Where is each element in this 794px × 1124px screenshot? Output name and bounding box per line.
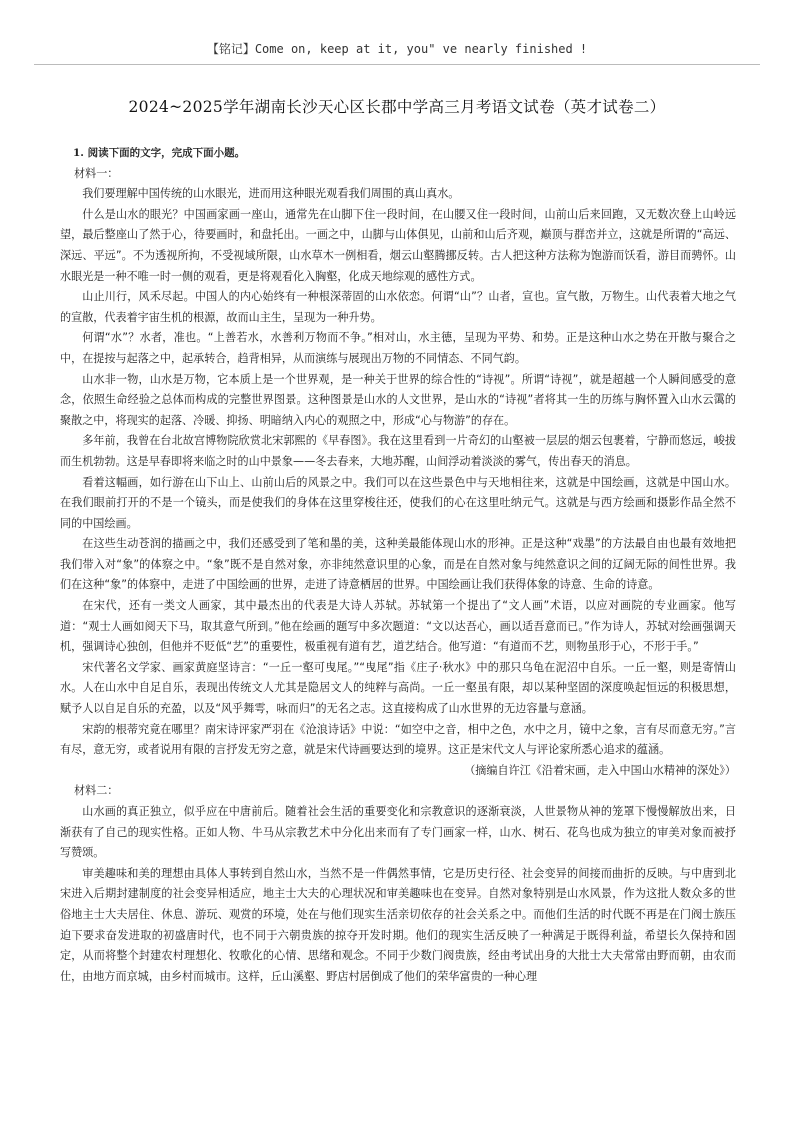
page-banner: 【铭记】Come on, keep at it, you" ve nearly finished ! <box>206 42 588 56</box>
material-1-paragraph: 在宋代，还有一类文人画家，其中最杰出的代表是大诗人苏轼。苏轼第一个提出了“文人画”术语，以应对画院的专业画家。他写道：“观士人画如阅天下马，取其意气所到。”他在绘画的题写中多次题道：“文以达吾心，画以适吾意而已。”作为诗人，苏轼对绘画强调天机，强调诗心独创，但他并不贬低“艺”的重要性，极重视有道有艺，道艺结合。他写道：“有道而不艺，则物虽形于心，不形于手。” <box>60 599 736 654</box>
material-1-paragraph: 多年前，我曾在台北故宫博物院欣赏北宋郭熙的《早春图》。我在这里看到一片奇幻的山壑被一层层的烟云包裹着，宁静而悠远，峻拔而生机勃勃。这是早春即将来临之时的山中景象——冬去春来，大地苏醒，山间浮动着淡淡的雾气，传出春天的消息。 <box>60 434 736 468</box>
material-1-paragraph: 什么是山水的眼光？中国画家画一座山，通常先在山脚下住一段时间，在山腰又住一段时间，山前山后来回跑，又无数次登上山岭远望，最后整座山了然于心，待要画时，和盘托出。一画之中，山脚与山体俱见，山前和山后齐观，巅顶与群峦并立，这就是所谓的“高远、深远、平远”。不为透视所拘，不受视域所限，山水草木一例相看，烟云山壑腾挪反转。古人把这种方法称为饱游而饫看，游目而骋怀。山水眼光是一种不唯一时一侧的观看，更是将观看化入胸壑，化成天地综观的感性方式。 <box>60 207 736 283</box>
header-divider <box>34 64 760 65</box>
material-1-paragraph: 何谓“水”？水者，准也。“上善若水，水善利万物而不争。”相对山，水主德，呈现为平势、和势。正是这种山水之势在开散与聚合之中，在提按与起落之中，起承转合，趋背相异，从而演练与展现出万物的不同情态、不同气韵。 <box>60 331 736 365</box>
material-1-paragraph: 宋韵的根蒂究竟在哪里？南宋诗评家严羽在《沧浪诗话》中说：“如空中之音，相中之色，水中之月，镜中之象，言有尽而意无穷。”言有尽，意无穷，或者说用有限的言抒发无穷之意，就是宋代诗画要达到的境界。这正是宋代文人与评论家所悉心追求的蕴涵。 <box>60 722 736 757</box>
material-1-paragraph: 我们要理解中国传统的山水眼光，进而用这种眼光观看我们周围的真山真水。 <box>82 187 460 201</box>
material-1-paragraph: 山止川行，风禾尽起。中国人的内心始终有一种根深蒂固的山水依恋。何谓“山”？山者，宣也。宣气散，万物生。山代表着大地之气的宣散，代表着宇宙生机的根源，故而山主生，呈现为一种升势。 <box>60 290 736 324</box>
material-1-paragraph: 看着这幅画，如行游在山下山上、山前山后的风景之中。我们可以在这些景色中与天地相往来，这就是中国绘画，这就是中国山水。在我们眼前打开的不是一个镜头，而是使我们的身体在这里穿梭往还，使我们的心在这里吐纳元气。这就是与西方绘画和摄影作品全然不同的中国绘画。 <box>60 475 736 530</box>
material-1-paragraph: 山水非一物，山水是万物，它本质上是一个世界观，是一种关于世界的综合性的“诗视”。所谓“诗视”，就是超越一个人瞬间感受的意念，依照生命经验之总体而构成的完整世界图景。这种图景是山水的人文世界，是山水的“诗视”者将其一生的历练与胸怀置入山水云霭的聚散之中，将现实的起落、冷暖、抑扬、明暗纳入内心的观照之中，形成“心与物游”的存在。 <box>60 372 736 427</box>
material-2-label: 材料二： <box>74 784 119 798</box>
page-title: 2024~2025学年湖南长沙天心区长郡中学高三月考语文试卷（英才试卷二） <box>128 98 666 116</box>
material-1-label: 材料一： <box>74 166 119 180</box>
material-2-paragraph: 审美趣味和美的理想由具体人事转到自然山水，当然不是一件偶然事情，它是历史行径、社会变异的间接而曲折的反映。与中唐到北宋进入后期封建制度的社会变异相适应，地主士大夫的心理状况和审美趣味也在变异。自然对象特别是山水风景，作为这批人数众多的世俗地主士大夫居住、休息、游玩、观赏的环境，处在与他们现实生活亲切依存的社会关系之中。而他们生活的时代既不再是在门阀士族压迫下要求奋发进取的初盛唐时代，也不同于六朝贵族的掠夺开发时期。他们的现实生活反映了一种满足于既得利益，希望长久保持和固定，从而将整个封建农村理想化、牧歌化的心情、思绪和观念。不同于少数门阀贵族，经由考试出身的大批士大夫常常由野而朝，由农而仕，由地方而京城，由乡村而城市。这样，丘山溪壑、野店村居倒成了他们的荣华富贵的一种心理 <box>60 866 736 983</box>
question-prompt: 1. 阅读下面的文字，完成下面小题。 <box>73 147 246 159</box>
document-body <box>60 143 736 987</box>
material-1-paragraph: 在这些生动苍润的描画之中，我们还感受到了笔和墨的美，这种美最能体现山水的形神。正是这种“戏墨”的方法最自由也最有效地把我们带入对“象”的体察之中。“象”既不是自然对象，亦非纯然意识里的心象，而是在自然对象与纯然意识之间的辽阔无际的间性世界。我们在这种“象”的体察中，走进了中国绘画的世界，走进了诗意栖居的世界。中国绘画让我们获得体象的诗意、生命的诗意。 <box>60 537 736 592</box>
material-1-source: （摘编自许江《沿着宋画，走入中国山水精神的深处》） <box>464 763 736 777</box>
material-1-paragraph: 宋代著名文学家、画家黄庭坚诗言：“一丘一壑可曳尾。”“曳尾”指《庄子·秋水》中的那只乌龟在泥沼中自乐。一丘一壑，则是寄情山水。人在山水中自足自乐，表现出传统文人尤其是隐居文人的纯粹与高尚。一丘一壑虽有限，却以某种坚固的深度唤起恒远的积极思想，赋予人以自足自乐的充盈，以及“风乎舞雩，咏而归”的无名之志。这直接构成了山水世界的无边容量与意涵。 <box>60 660 736 716</box>
material-2-paragraph: 山水画的真正独立，似乎应在中唐前后。随着社会生活的重要变化和宗教意识的逐渐衰淡，人世景物从神的笼罩下慢慢解放出来，日渐获有了自己的现实性格。正如人物、牛马从宗教艺术中分化出来而有了专门画家一样，山水、树石、花鸟也成为独立的审美对象而被抒写赞颂。 <box>60 805 736 860</box>
